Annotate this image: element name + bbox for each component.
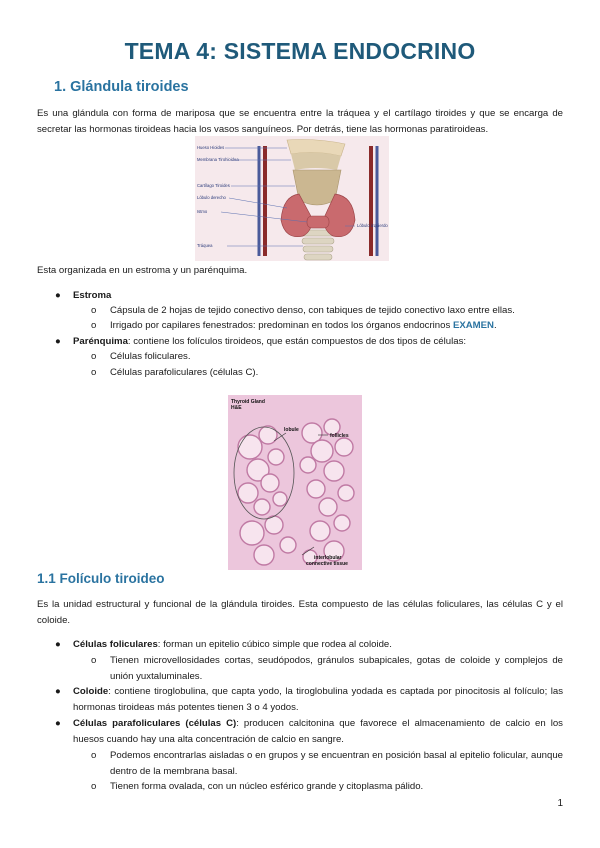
foliculares-label: Células foliculares bbox=[73, 639, 158, 650]
label-lobulo-izquierdo: Lóbulo izquierdo bbox=[357, 223, 388, 228]
parenquima-label: Parénquima bbox=[73, 336, 128, 347]
estroma-label: Estroma bbox=[73, 290, 112, 301]
section-heading-foliculo-tiroideo: 1.1 Folículo tiroideo bbox=[37, 571, 165, 586]
bullet-icon: ● bbox=[55, 686, 61, 697]
exam-tag: EXAMEN bbox=[452, 320, 494, 331]
sub-bullet-icon: o bbox=[91, 351, 97, 362]
sub-bullet-icon: o bbox=[91, 655, 97, 666]
estroma-item-capsula: Cápsula de 2 hojas de tejido conectivo denso, con tabiques de tejido conectivo laxo entre ellas. bbox=[110, 305, 515, 316]
label-follicles: follicles bbox=[330, 433, 349, 439]
parafoliculares-text: : producen calcitonina que favorece el almacenamiento de calcio en los huesos cuando hay una alta concentración de calcio en sangre. bbox=[73, 718, 563, 745]
sub-bullet-icon: o bbox=[91, 305, 97, 316]
label-hueso-hioides: Hueso Hioides bbox=[197, 145, 225, 150]
page-title: TEMA 4: SISTEMA ENDOCRINO bbox=[124, 38, 476, 64]
foliculo-intro-paragraph: Es la unidad estructural y funcional de la glándula tiroides. Esta compuesto de las células foliculares, las células C y el coloide. bbox=[37, 599, 563, 626]
label-interlobular: interlobular bbox=[314, 555, 342, 561]
label-lobule: lobule bbox=[284, 427, 299, 433]
parenquima-item-parafoliculares: Células parafoliculares (células C). bbox=[110, 367, 259, 378]
organization-text: Esta organizada en un estroma y un parénquima. bbox=[37, 265, 248, 276]
estroma-item-irrigado: Irrigado por capilares fenestrados: predominan en todos los órganos endocrinos EXAMEN. bbox=[110, 320, 497, 331]
foliculares-text: : forman un epitelio cúbico simple que rodea al coloide. bbox=[157, 639, 392, 650]
thyroid-anatomy-figure bbox=[195, 136, 389, 261]
sub-bullet-icon: o bbox=[91, 367, 97, 378]
parafoliculares-label: Células parafoliculares (células C) bbox=[73, 718, 237, 729]
parafoliculares-sub-item-ubicacion: Podemos encontrarlas aisladas o en grupos y se encuentran en posición basal al epitelio folicular, aunque dentro de la membrana basal. bbox=[110, 750, 563, 777]
sub-bullet-icon: o bbox=[91, 320, 97, 331]
label-he: H&E bbox=[231, 405, 242, 411]
coloide-text: : contiene tiroglobulina, que capta yodo, la tiroglobulina yodada es captada por pinocitosis al folículo; las hormonas tiroideas más potentes tienen 3 o 4 yodos. bbox=[73, 686, 563, 713]
parenquima-item bbox=[73, 334, 563, 350]
page-number: 1 bbox=[557, 798, 563, 809]
coloide-item bbox=[73, 684, 563, 716]
label-connective-tissue: connective tissue bbox=[306, 561, 348, 567]
parenquima-item-foliculares: Células foliculares. bbox=[110, 351, 191, 362]
sub-bullet-icon: o bbox=[91, 781, 97, 792]
intro-paragraph: Es una glándula con forma de mariposa que se encuentra entre la tráquea y el cartílago tiroides y que se encarga de secretar las hormonas tiroideas hacia los vasos sanguíneos. Por detrás, tiene las hormonas paratiroideas. bbox=[37, 108, 563, 135]
estroma-irrigado-text: Irrigado por capilares fenestrados: predominan en todos los órganos endocrinos bbox=[110, 320, 451, 331]
parafoliculares-sub-item-forma: Tienen forma ovalada, con un núcleo esférico grande y citoplasma pálido. bbox=[110, 781, 424, 792]
label-traquea: Tráquea bbox=[197, 243, 213, 248]
label-lobulo-derecho: Lóbulo derecho bbox=[197, 195, 226, 200]
section-heading-glandula-tiroides: 1. Glándula tiroides bbox=[54, 79, 189, 95]
bullet-icon: ● bbox=[55, 639, 61, 650]
sub-bullet-icon: o bbox=[91, 750, 97, 761]
label-membrana-tirohioidea: Membrana Tirohioidea bbox=[197, 157, 239, 162]
estroma-item bbox=[73, 288, 111, 304]
thyroid-histology-micrograph bbox=[228, 395, 362, 570]
foliculares-sub-item: Tienen microvellosidades cortas, seudópodos, gránulos subapicales, gotas de coloide y complejos de unión yuxtaluminales. bbox=[110, 655, 563, 682]
bullet-icon: ● bbox=[55, 336, 61, 347]
parafoliculares-item bbox=[73, 716, 563, 748]
parenquima-text: : contiene los folículos tiroideos, que están compuestos de dos tipos de células: bbox=[127, 336, 467, 347]
bullet-icon: ● bbox=[55, 718, 61, 729]
label-istmo: Istmo bbox=[197, 209, 208, 214]
label-cartilago-tiroides: Cartílago Tiroides bbox=[197, 183, 230, 188]
bullet-icon: ● bbox=[55, 290, 61, 301]
thyroid-histology-figure bbox=[228, 395, 362, 570]
label-thyroid-gland: Thyroid Gland bbox=[231, 399, 265, 405]
thyroid-anatomy-illustration bbox=[195, 136, 389, 261]
coloide-label: Coloide bbox=[73, 686, 109, 697]
foliculares-item bbox=[73, 637, 563, 653]
